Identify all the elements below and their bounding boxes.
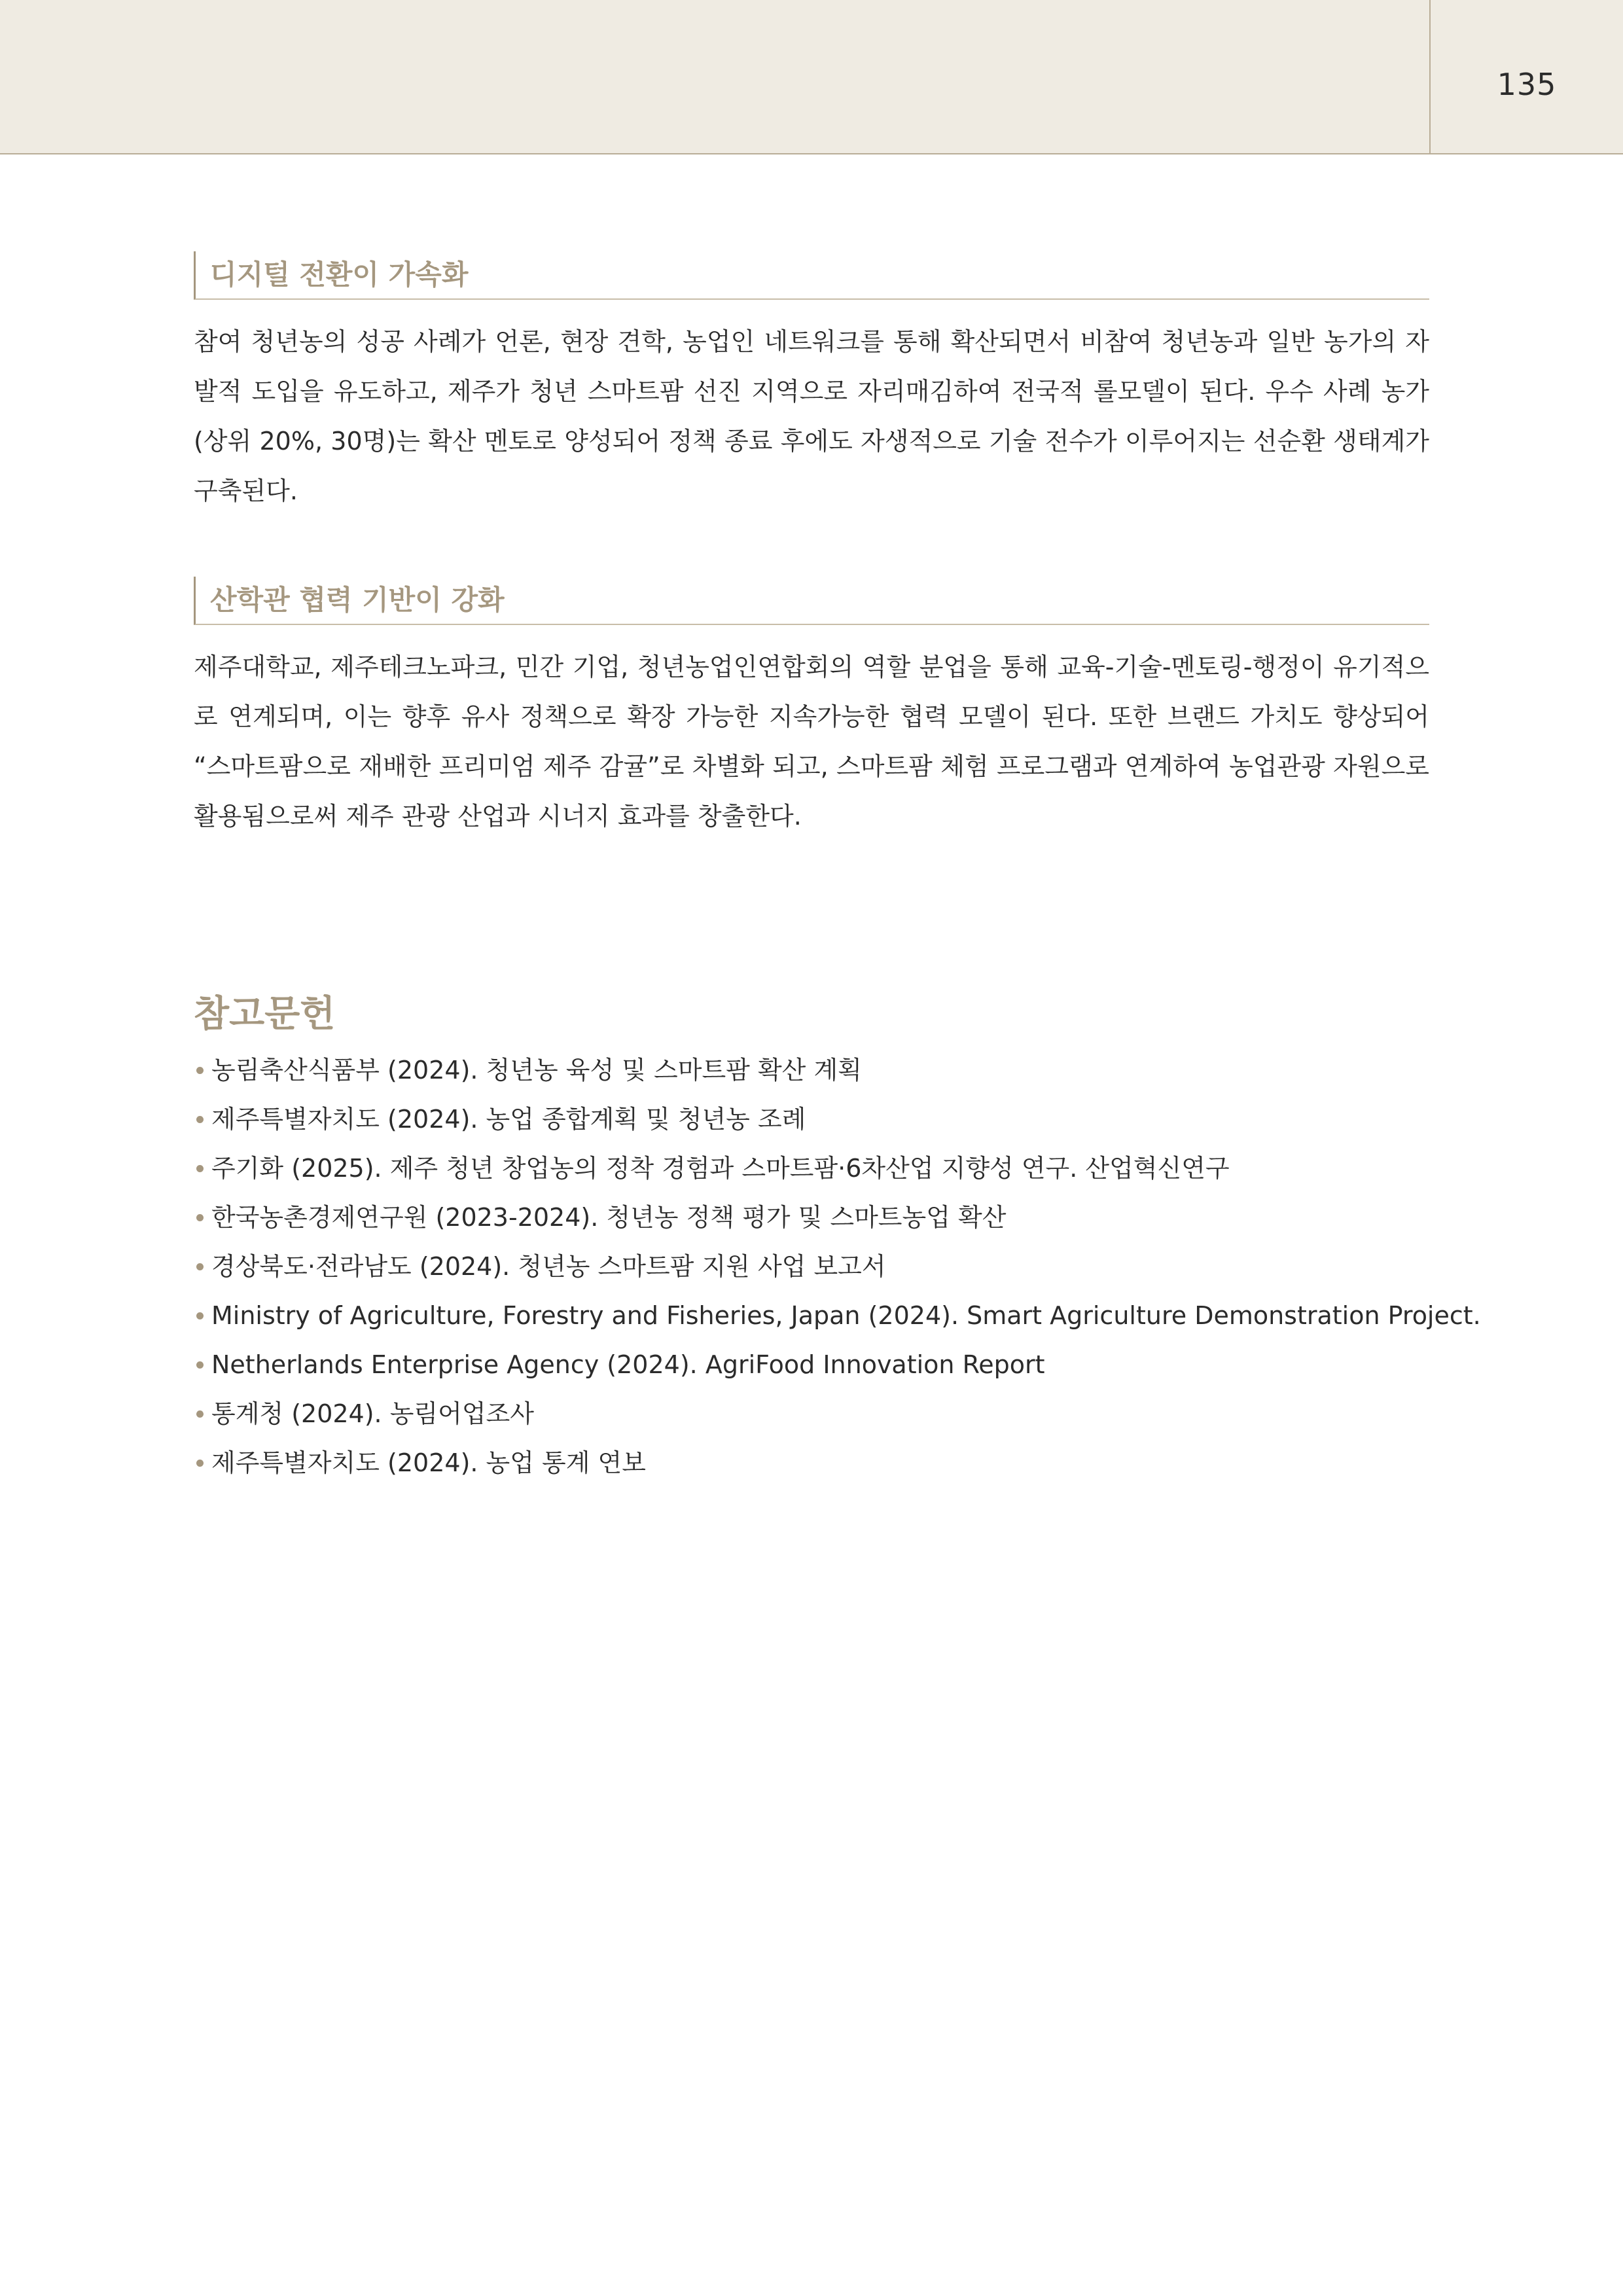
page-number: 135	[1497, 67, 1557, 102]
reference-text: Ministry of Agriculture, Forestry and Fisheries, Japan (2024). Smart Agriculture Demonstration Project.	[211, 1301, 1481, 1330]
reference-item	[194, 1046, 1429, 1095]
reference-text: 경상북도·전라남도 (2024). 청년농 스마트팜 지원 사업 보고서	[211, 1252, 886, 1281]
reference-text: 제주특별자치도 (2024). 농업 통계 연보	[211, 1448, 646, 1477]
section-industry-academia-cooperation	[194, 577, 1429, 841]
reference-item	[194, 1439, 1429, 1488]
reference-text: 농림축산식품부 (2024). 청년농 육성 및 스마트팜 확산 계획	[211, 1056, 862, 1085]
reference-text: 제주특별자치도 (2024). 농업 종합계획 및 청년농 조례	[211, 1105, 806, 1134]
reference-text: 주기화 (2025). 제주 청년 창업농의 정착 경험과 스마트팜·6차산업 지향성 연구. 산업혁신연구	[211, 1154, 1230, 1183]
bullet-icon	[196, 1214, 204, 1221]
reference-item	[194, 1291, 1481, 1340]
reference-text: 한국농촌경제연구원 (2023-2024). 청년농 정책 평가 및 스마트농업 확산	[211, 1203, 1007, 1232]
references-title: 참고문헌	[194, 993, 336, 1035]
reference-item	[194, 1340, 1429, 1390]
bullet-icon	[196, 1067, 204, 1074]
reference-item	[194, 1193, 1429, 1242]
references-list	[194, 1046, 1481, 1488]
reference-item	[194, 1242, 1429, 1291]
reference-item	[194, 1144, 1429, 1193]
header-band	[0, 0, 1623, 154]
section-body: 참여 청년농의 성공 사례가 언론, 현장 견학, 농업인 네트워크를 통해 확산되면서 비참여 청년농과 일반 농가의 자발적 도입을 유도하고, 제주가 청년 스마트팜 선진 지역으로 자리매김하여 전국적 롤모델이 된다. 우수 사례 농가(상위 20%, 30명)는 확산 멘토로 양성되어 정책 종료 후에도 자생적으로 기술 전수가 이루어지는 선순환 생태계가 구축된다.	[194, 327, 1429, 505]
bullet-icon	[196, 1460, 204, 1467]
section-body: 제주대학교, 제주테크노파크, 민간 기업, 청년농업인연합회의 역할 분업을 통해 교육-기술-멘토링-행정이 유기적으로 연계되며, 이는 향후 유사 정책으로 확장 가능한 지속가능한 협력 모델이 된다. 또한 브랜드 가치도 향상되어 “스마트팜으로 재배한 프리미엄 제주 감귤”로 차별화 되고, 스마트팜 체험 프로그램과 연계하여 농업관광 자원으로 활용됨으로써 제주 관광 산업과 시너지 효과를 창출한다.	[194, 653, 1429, 831]
section-heading: 산학관 협력 기반이 강화	[194, 577, 1429, 625]
reference-text: Netherlands Enterprise Agency (2024). AgriFood Innovation Report	[211, 1350, 1045, 1379]
section-heading: 디지털 전환이 가속화	[194, 251, 1429, 300]
section-digital-transition	[194, 251, 1429, 516]
bullet-icon	[196, 1165, 204, 1172]
bullet-icon	[196, 1263, 204, 1270]
references-section	[194, 988, 1481, 1488]
reference-item	[194, 1095, 1429, 1144]
bullet-icon	[196, 1361, 204, 1369]
bullet-icon	[196, 1116, 204, 1123]
reference-text: 통계청 (2024). 농림어업조사	[211, 1399, 534, 1428]
bullet-icon	[196, 1312, 204, 1319]
reference-item	[194, 1390, 1429, 1439]
bullet-icon	[196, 1410, 204, 1418]
